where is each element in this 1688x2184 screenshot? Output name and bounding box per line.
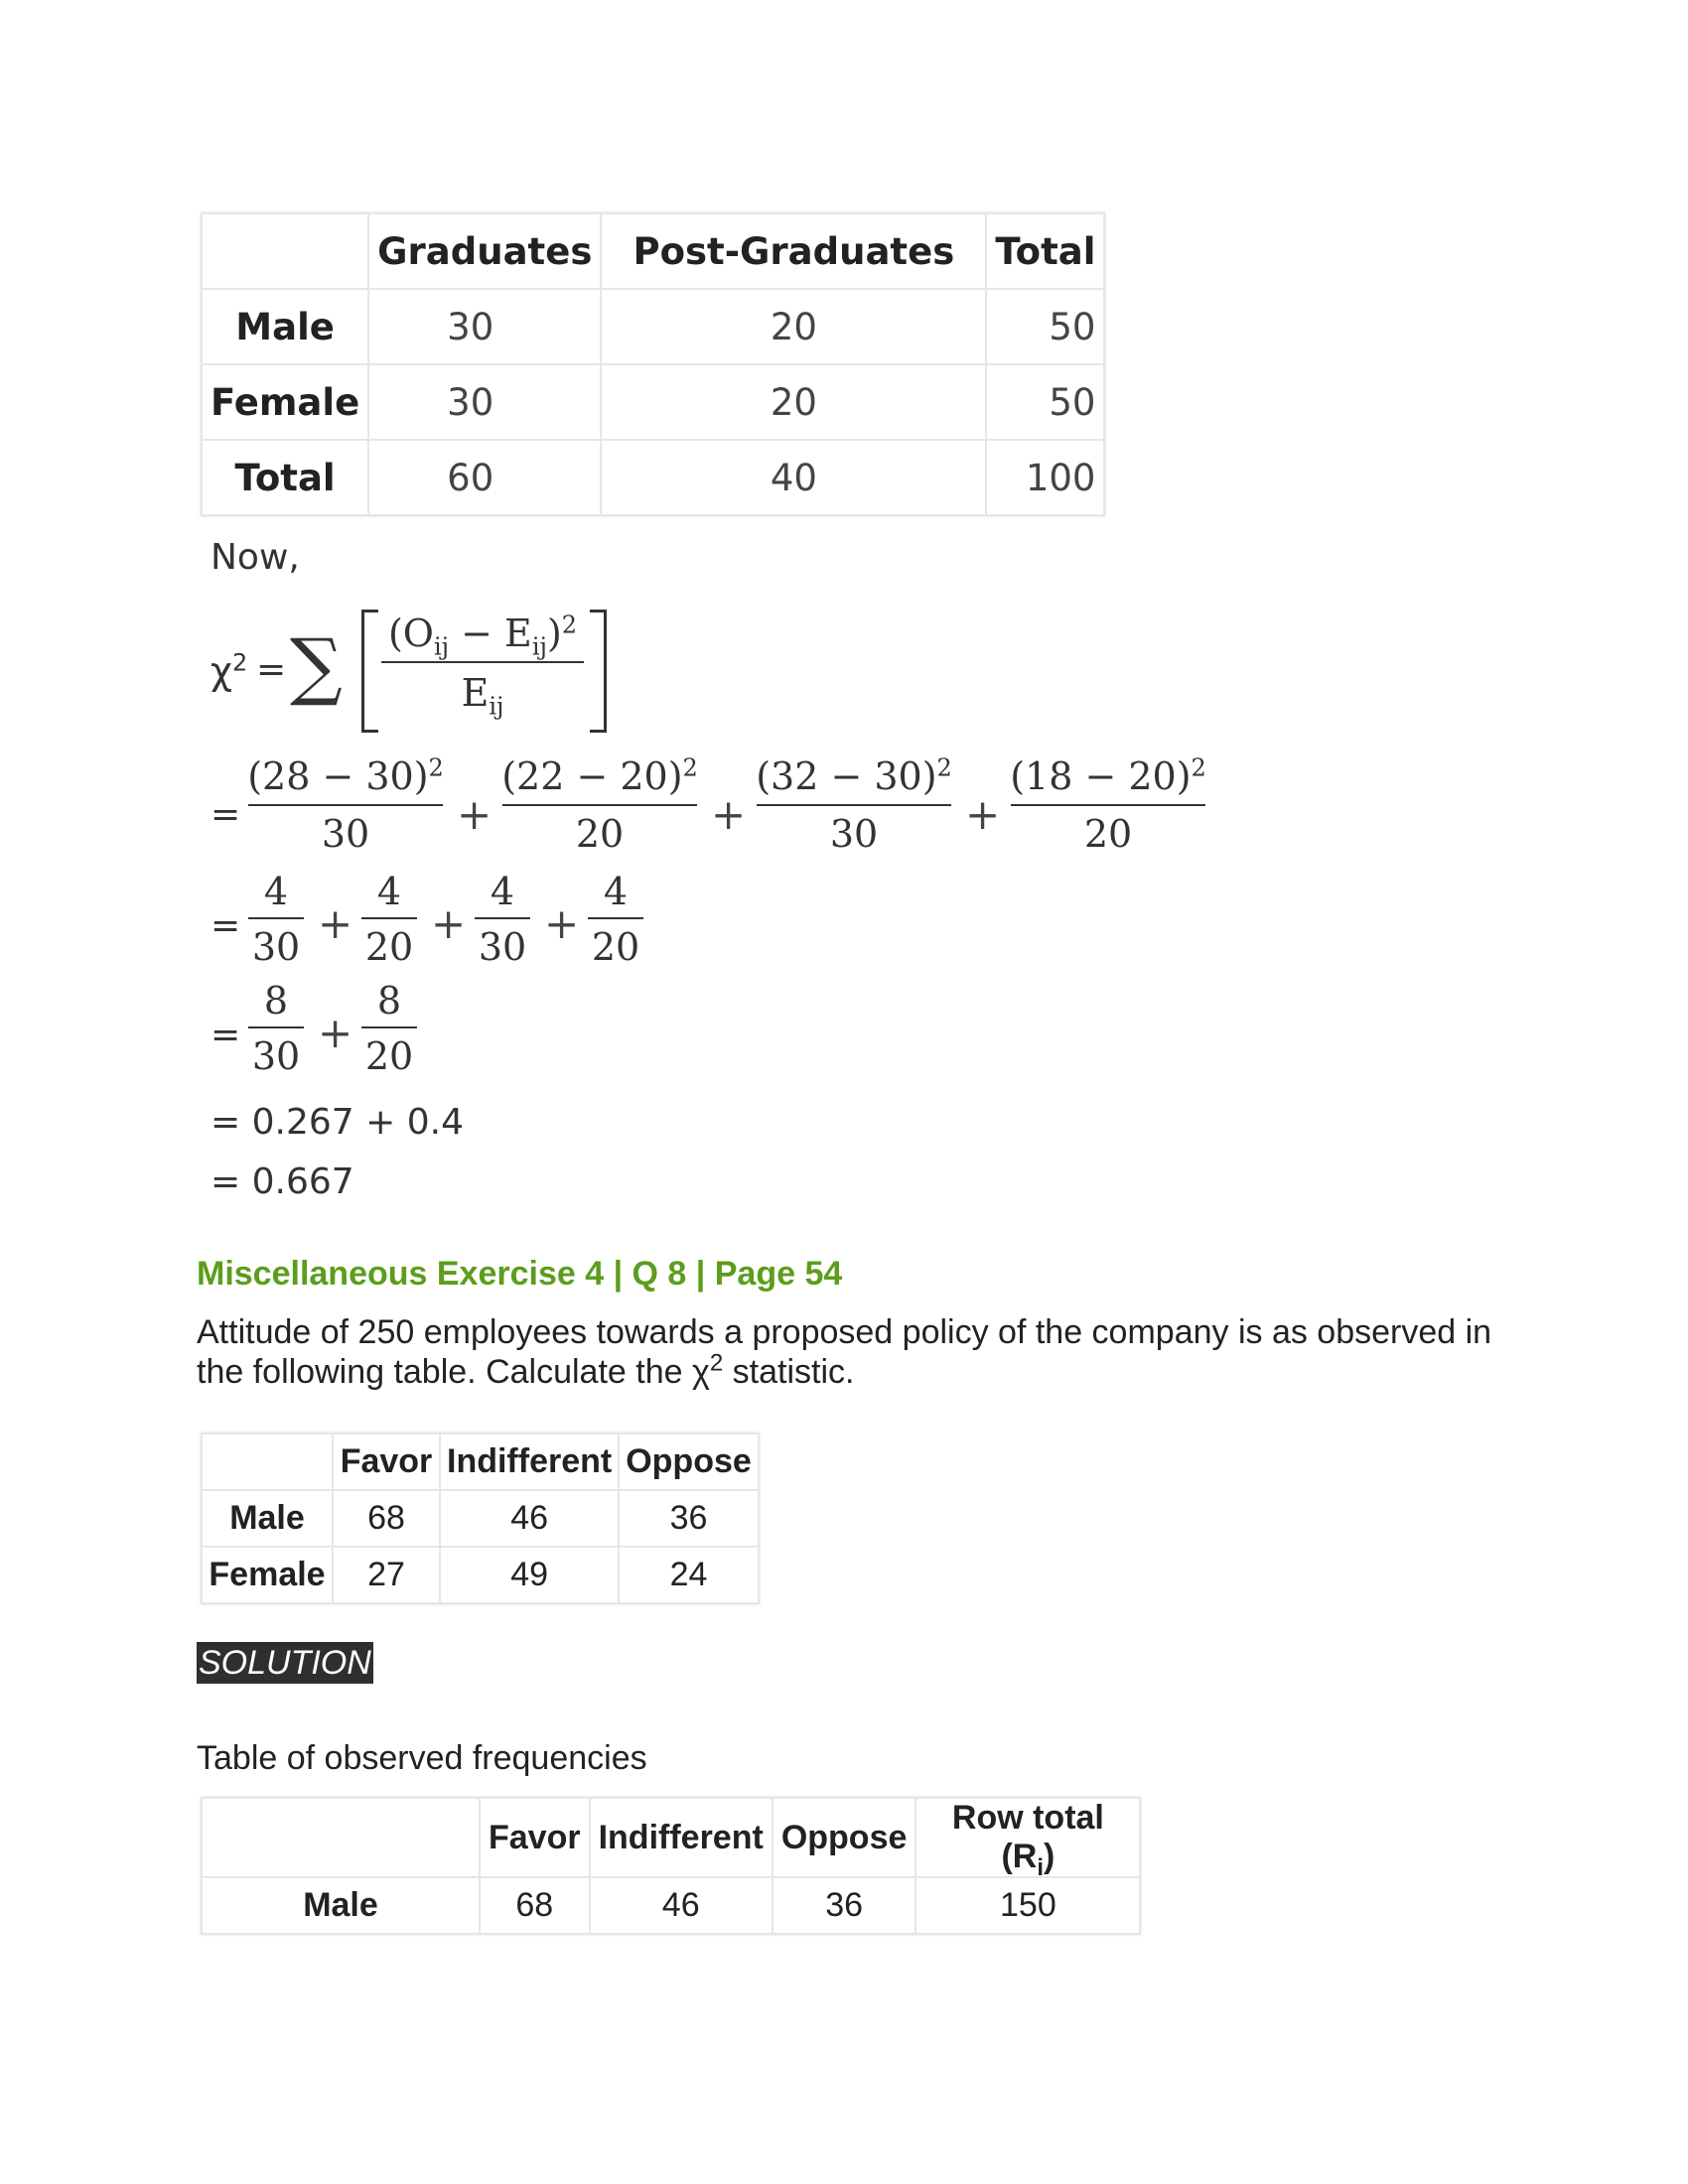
numerator: (28 − 30) [247, 754, 429, 798]
denominator: 30 [829, 812, 879, 856]
numerator: (22 − 20) [501, 754, 683, 798]
table-header-cell [202, 1798, 480, 1877]
table-caption: Table of observed frequencies [197, 1739, 647, 1777]
fraction: $(32 - 30)^2$ 30 [756, 753, 952, 856]
chi-symbol: $\chi^2$ [211, 648, 248, 693]
question-text: Attitude of 250 employees towards a proposed policy of the company is as observed in the following table. Calculate the $\chi^2$ statistic. [197, 1313, 1492, 1391]
exercise-heading: Miscellaneous Exercise 4 | Q 8 | Page 54 [197, 1255, 843, 1293]
left-bracket [361, 610, 378, 733]
fraction: $(22 - 20)^2$ 20 [501, 753, 698, 856]
plus-sign: + [544, 899, 580, 948]
equals-sign: = [211, 1015, 241, 1055]
contingency-table-education [201, 212, 1105, 516]
fraction [361, 870, 417, 969]
table-header-cell: Post-Graduates [601, 213, 986, 289]
table-row [202, 289, 1104, 364]
table-row [202, 1547, 759, 1603]
table-cell: 30 [368, 364, 601, 440]
denominator: 20 [364, 1034, 414, 1078]
table-cell: 68 [333, 1490, 440, 1547]
table-header-row [202, 213, 1104, 289]
table-header-cell: Oppose [773, 1798, 916, 1877]
table-header-cell: Total [986, 213, 1104, 289]
table-cell: 68 [480, 1877, 590, 1934]
fraction-bar [381, 661, 584, 663]
denominator: 20 [575, 812, 625, 856]
table-cell: 49 [440, 1547, 619, 1603]
equals-sign: = [211, 905, 241, 946]
row-label: Female [202, 364, 368, 440]
summation-symbol: ∑ [290, 623, 343, 709]
formula-fraction [381, 611, 584, 721]
plus-sign: + [318, 899, 353, 948]
numerator: 4 [376, 870, 402, 913]
fraction [361, 979, 417, 1078]
table-cell: 46 [440, 1490, 619, 1547]
fraction [248, 870, 304, 969]
row-label: Male [202, 289, 368, 364]
numerator: 4 [263, 870, 289, 913]
table-cell: 20 [601, 364, 986, 440]
row-label: Male [202, 1490, 333, 1547]
attitude-table [201, 1433, 760, 1604]
table-header-cell: Indifferent [440, 1433, 619, 1490]
denominator: 30 [251, 1034, 301, 1078]
table-row [202, 364, 1104, 440]
row-label: Female [202, 1547, 333, 1603]
numerator: (32 − 30) [756, 754, 937, 798]
plus-sign: + [965, 790, 1001, 839]
table-header-cell: Row total $(R_i)$ [915, 1798, 1140, 1877]
right-bracket [590, 610, 607, 733]
table-cell: 36 [773, 1877, 916, 1934]
table-cell: 50 [986, 289, 1104, 364]
fraction-bar [248, 804, 443, 806]
numerator: 4 [603, 870, 629, 913]
fraction: $(28 - 30)^2$ 30 [247, 753, 444, 856]
numerator: (18 − 20) [1010, 754, 1192, 798]
table-header-row [202, 1433, 759, 1490]
table-cell: 46 [590, 1877, 773, 1934]
fraction-bar [475, 917, 530, 919]
table-row [202, 440, 1104, 515]
table-header-cell [202, 1433, 333, 1490]
fraction-bar [361, 1026, 417, 1028]
fraction-bar [502, 804, 697, 806]
plus-sign: + [457, 790, 492, 839]
fraction-bar [248, 917, 304, 919]
calc-line-5: = 0.667 [211, 1161, 354, 1202]
fraction-bar [1011, 804, 1205, 806]
table-header-cell: Favor [480, 1798, 590, 1877]
row-label: Male [202, 1877, 480, 1934]
denominator: 30 [478, 925, 527, 969]
fraction [248, 979, 304, 1078]
equals-sign: = [256, 649, 287, 690]
table-header-cell [202, 213, 368, 289]
table-cell: 36 [619, 1490, 759, 1547]
table-cell: 40 [601, 440, 986, 515]
table-cell: 30 [368, 289, 601, 364]
table-header-cell: Graduates [368, 213, 601, 289]
calc-line-4: = 0.267 + 0.4 [211, 1102, 464, 1143]
table-cell: 24 [619, 1547, 759, 1603]
table-header-cell: Favor [333, 1433, 440, 1490]
table-header-row [202, 1798, 1140, 1877]
now-label: Now, [211, 537, 300, 578]
numerator: 8 [263, 979, 289, 1023]
fraction [475, 870, 530, 969]
table-row [202, 1490, 759, 1547]
fraction-bar [361, 917, 417, 919]
table-cell: 150 [915, 1877, 1140, 1934]
denominator: 20 [591, 925, 640, 969]
table-cell: 20 [601, 289, 986, 364]
plus-sign: + [431, 899, 467, 948]
fraction-bar [588, 917, 643, 919]
plus-sign: + [711, 790, 747, 839]
fraction: $(18 - 20)^2$ 20 [1010, 753, 1206, 856]
fraction [588, 870, 643, 969]
table-cell: 60 [368, 440, 601, 515]
numerator: 4 [490, 870, 515, 913]
table-cell: 50 [986, 364, 1104, 440]
fraction-bar [248, 1026, 304, 1028]
formula-denominator: $E_{ij}$ [461, 671, 504, 721]
table-header-cell: Indifferent [590, 1798, 773, 1877]
denominator: 20 [364, 925, 414, 969]
table-row [202, 1877, 1140, 1934]
row-label: Total [202, 440, 368, 515]
equals-sign: = [211, 794, 241, 835]
formula-numerator: $(O_{ij} - E_{ij})^2$ [387, 611, 578, 661]
observed-frequencies-table [201, 1797, 1141, 1935]
fraction-bar [757, 804, 951, 806]
table-cell: 100 [986, 440, 1104, 515]
plus-sign: + [318, 1009, 353, 1057]
table-header-cell: Oppose [619, 1433, 759, 1490]
table-cell: 27 [333, 1547, 440, 1603]
denominator: 20 [1083, 812, 1133, 856]
denominator: 30 [321, 812, 370, 856]
denominator: 30 [251, 925, 301, 969]
solution-label: SOLUTION [199, 1644, 371, 1682]
numerator: 8 [376, 979, 402, 1023]
